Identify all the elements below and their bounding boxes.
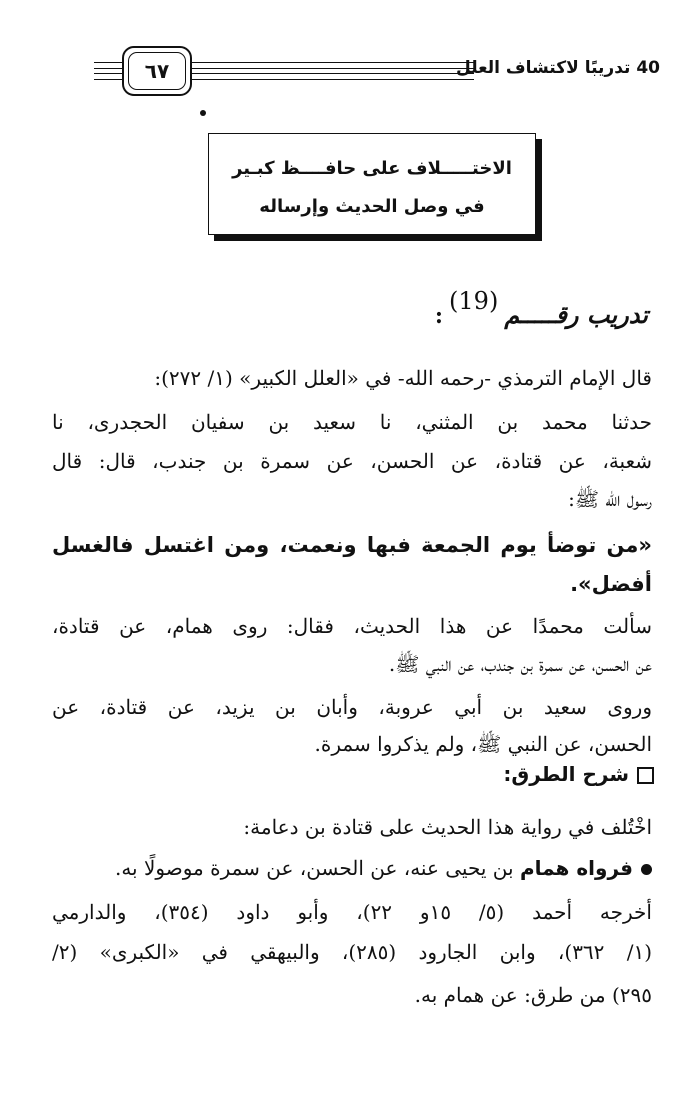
body-line-2: حدثنا محمد بن المثني، نا سعيد بن سفيان الحجدرى، نا: [52, 410, 652, 434]
exercise-colon: :: [434, 303, 444, 329]
body-line-4: رسول الله ﷺ:: [568, 487, 652, 511]
body-line-7: وروى سعيد بن أبي عروبة، وأبان بن يزيد، عن قتادة، عن: [52, 695, 652, 719]
checkbox-square-icon: [637, 767, 654, 784]
running-title: 40 تدريبًا لاكتشاف العلل: [456, 58, 660, 78]
exercise-heading: [434, 287, 648, 329]
section-line-4: (١/ ٣٦٢)، وابن الجارود (٢٨٥)، والبيهقي في «الكبرى» (٢/: [52, 940, 652, 964]
exercise-label: تدريب رقـــــم: [504, 300, 648, 329]
page-number: [122, 46, 192, 96]
ornament-dot: [200, 110, 206, 116]
section-line-5: ٢٩٥) من طرق: عن همام به.: [414, 983, 652, 1007]
section-bullet-line: [52, 853, 652, 883]
section-line-1: اخْتُلف في رواية هذا الحديث على قتادة بن دعامة:: [243, 815, 652, 839]
hadith-line-1: «من توضأ يوم الجمعة فبها ونعمت، ومن اغتسل فالغسل: [52, 533, 652, 557]
bullet-bold-text: فرواه همام: [519, 856, 633, 880]
section-heading: [503, 762, 654, 786]
chapter-title-box: [208, 133, 536, 235]
header-rule-right: [186, 62, 474, 80]
body-line-1: قال الإمام الترمذي -رحمه الله- في «العلل الكبير» (١/ ٢٧٢):: [154, 366, 652, 390]
page-number-text: ٦٧: [144, 59, 170, 83]
section-heading-text: شرح الطرق:: [503, 762, 629, 786]
bullet-rest-text: بن يحيى عنه، عن الحسن، عن سمرة موصولًا به.: [114, 856, 520, 880]
chapter-title-line-2: في وصل الحديث وإرساله: [259, 196, 485, 217]
section-line-3: أخرجه أحمد (٥/ ١٥و ٢٢)، وأبو داود (٣٥٤)، والدارمي: [52, 900, 652, 924]
body-line-6: عن الحسن، عن سمرة بن جندب، عن النبي ﷺ.: [388, 652, 652, 676]
body-line-3: شعبة، عن قتادة، عن الحسن، عن سمرة بن جندب، قال: قال: [52, 449, 652, 473]
page-header: [82, 44, 660, 96]
exercise-number: (19): [449, 287, 499, 315]
body-line-5: سألت محمدًا عن هذا الحديث، فقال: روى همام، عن قتادة،: [52, 614, 652, 638]
body-line-8: الحسن، عن النبي ﷺ، ولم يذكروا سمرة.: [314, 732, 652, 756]
chapter-title-line-1: الاختـــــلاف على حافــــظ كبـير: [232, 158, 512, 179]
hadith-line-2: أفضل».: [570, 572, 652, 596]
bullet-dot-icon: [641, 864, 652, 875]
